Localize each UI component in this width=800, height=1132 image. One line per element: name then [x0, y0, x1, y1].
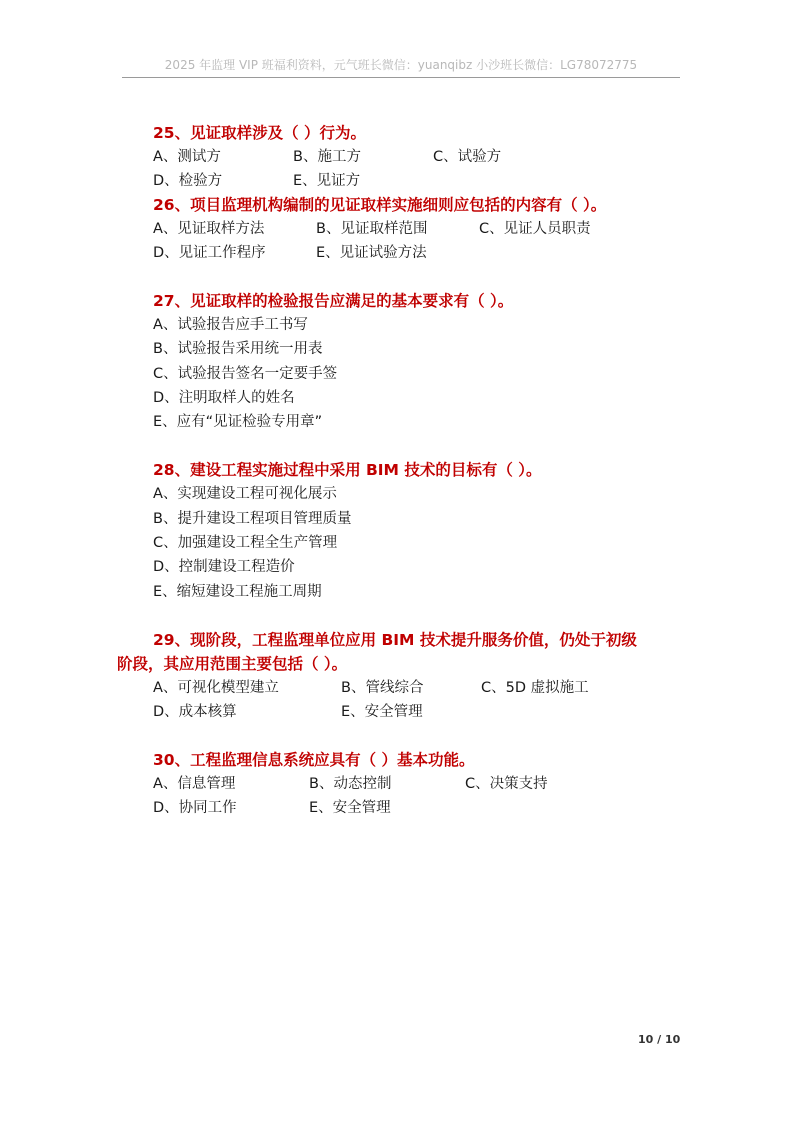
option-d: D、控制建设工程造价 — [153, 559, 295, 576]
option-row — [153, 676, 693, 700]
option-b: B、见证取样范围 — [316, 221, 428, 237]
option-e: E、应有“见证检验专用章” — [153, 414, 323, 431]
question-29-title: 29、现阶段，工程监理单位应用 BIM 技术提升服务价值，仍处于初级阶段，其应用范围主要包括（ ）。 — [117, 630, 637, 673]
option-d: D、注明取样人的姓名 — [153, 389, 295, 406]
option-row — [153, 796, 693, 820]
question-25 — [153, 121, 693, 193]
option-d: D、协同工作 — [153, 799, 237, 816]
option-c: C、5D 虚拟施工 — [481, 679, 589, 696]
option-e: E、见证试验方法 — [316, 245, 427, 261]
option-row — [153, 772, 693, 796]
option-a: A、试验报告应手工书写 — [153, 317, 308, 333]
option-row — [153, 145, 693, 169]
option-d: D、成本核算 — [153, 703, 237, 720]
option-row — [153, 700, 693, 724]
option-a: A、信息管理 — [153, 775, 236, 792]
spacer — [153, 724, 693, 748]
question-26-title: 26、项目监理机构编制的见证取样实施细则应包括的内容有（ ）。 — [153, 196, 607, 214]
question-25-title: 25、见证取样涉及（ ）行为。 — [153, 124, 366, 142]
option-e: E、见证方 — [293, 173, 361, 189]
option-c: C、见证人员职责 — [479, 221, 591, 237]
question-30-title: 30、工程监理信息系统应具有（ ）基本功能。 — [153, 750, 475, 769]
option-a: A、见证取样方法 — [153, 221, 265, 237]
question-29 — [117, 628, 693, 724]
question-27 — [153, 289, 693, 434]
question-28-title: 28、建设工程实施过程中采用 BIM 技术的目标有（ ）。 — [153, 461, 542, 480]
page-header: 2025 年监理 VIP 班福利资料，元气班长微信：yuanqibz 小沙班长微信：LG78072775 — [122, 55, 680, 78]
option-row — [153, 169, 693, 193]
option-c: C、试验方 — [433, 149, 502, 165]
spacer — [153, 265, 693, 289]
option-d: D、检验方 — [153, 173, 223, 189]
option-e: E、缩短建设工程施工周期 — [153, 583, 322, 600]
option-a: A、可视化模型建立 — [153, 679, 279, 696]
option-e: E、安全管理 — [341, 703, 423, 720]
option-a: A、实现建设工程可视化展示 — [153, 486, 337, 503]
option-c: C、决策支持 — [465, 775, 548, 792]
question-list — [117, 121, 693, 820]
option-b: B、管线综合 — [341, 679, 424, 696]
option-row — [153, 217, 693, 241]
spacer — [153, 604, 693, 628]
option-e: E、安全管理 — [309, 799, 391, 816]
option-b: B、提升建设工程项目管理质量 — [153, 510, 352, 527]
option-row — [153, 241, 693, 265]
spacer — [153, 434, 693, 458]
question-30 — [153, 748, 693, 820]
question-28 — [153, 458, 693, 603]
option-c: C、加强建设工程全生产管理 — [153, 535, 338, 552]
option-c: C、试验报告签名一定要手签 — [153, 365, 338, 382]
question-26 — [153, 193, 693, 265]
question-27-title: 27、见证取样的检验报告应满足的基本要求有（ ）。 — [153, 292, 514, 310]
option-b: B、动态控制 — [309, 775, 392, 792]
option-a: A、测试方 — [153, 149, 221, 165]
option-d: D、见证工作程序 — [153, 245, 266, 261]
page-number: 10 / 10 — [638, 1033, 681, 1046]
option-b: B、施工方 — [293, 149, 361, 165]
option-b: B、试验报告采用统一用表 — [153, 341, 323, 358]
